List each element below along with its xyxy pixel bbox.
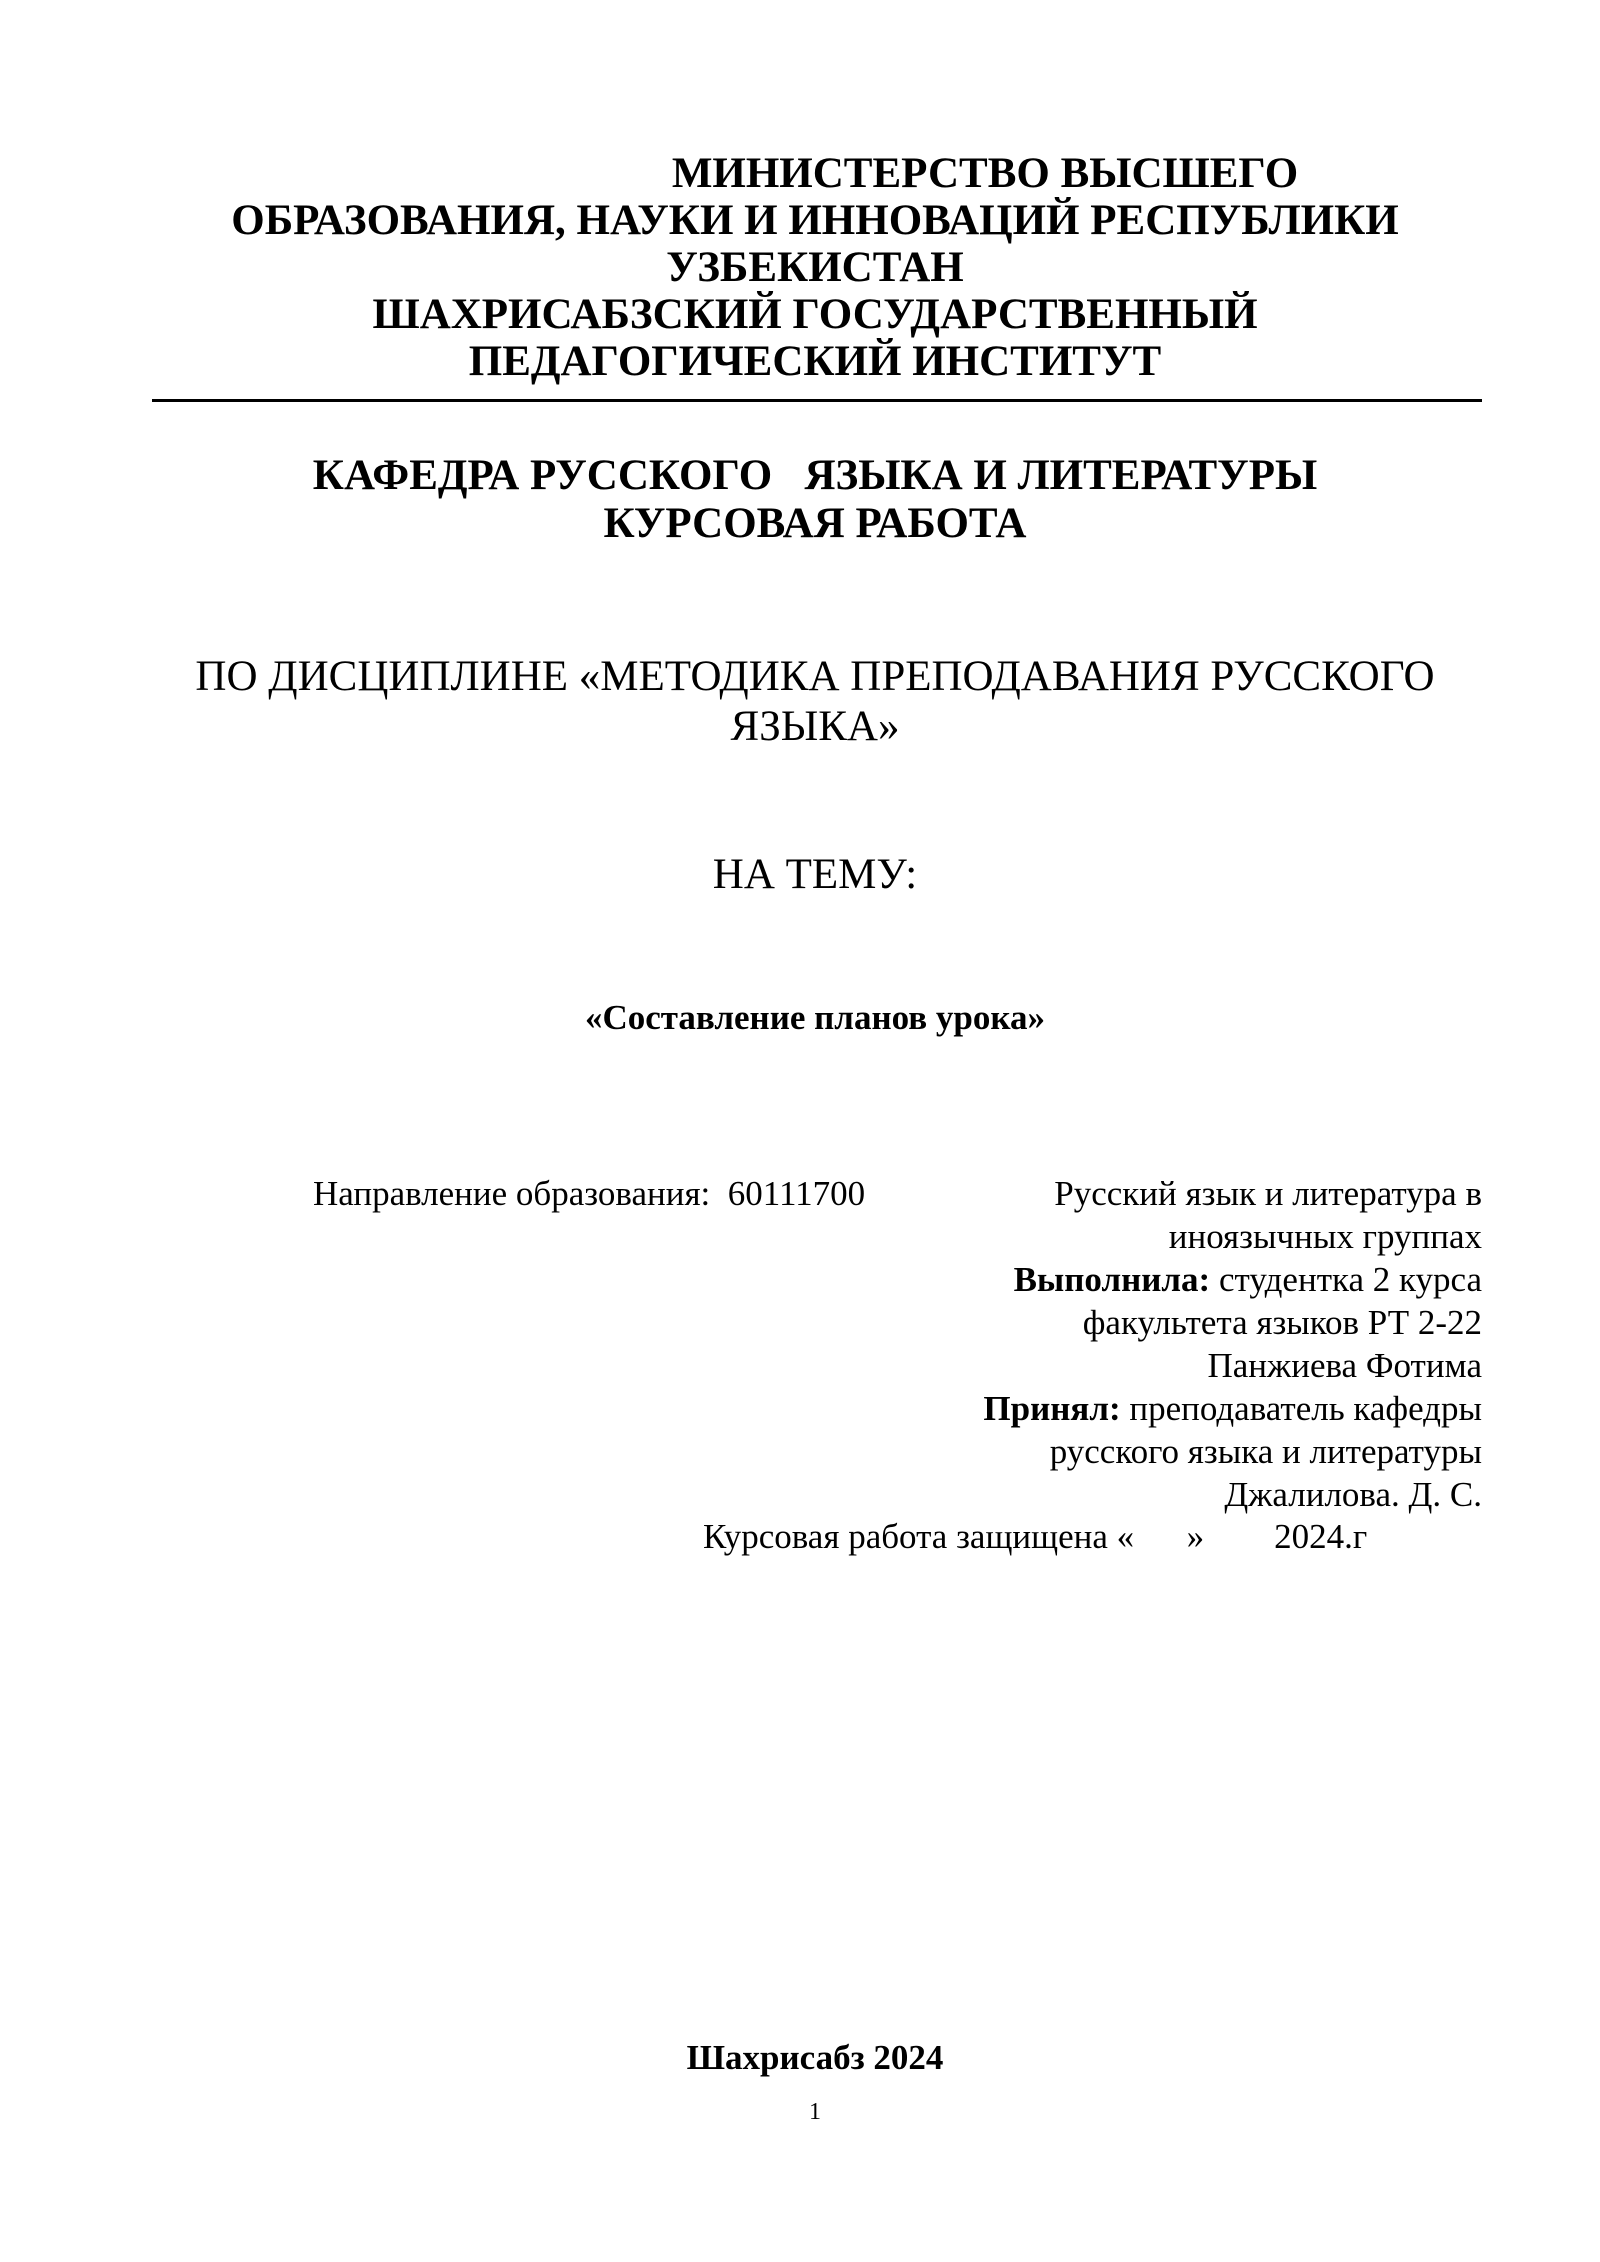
ministry-line-3: УЗБЕКИСТАН xyxy=(666,244,964,291)
institute-line-1: ШАХРИСАБЗСКИЙ ГОСУДАРСТВЕННЫЙ xyxy=(372,291,1258,338)
education-direction: Направление образования: 60111700 xyxy=(313,1174,866,1213)
author-info-block xyxy=(922,1172,1482,1516)
teacher-name: Джалилова. Д. С. xyxy=(1224,1475,1482,1514)
accepted-value: преподаватель кафедры xyxy=(1120,1389,1482,1428)
header-divider xyxy=(152,399,1482,402)
program-line-2: иноязычных группах xyxy=(1168,1217,1482,1256)
page-number: 1 xyxy=(809,2099,821,2125)
city-year: Шахрисабз 2024 xyxy=(686,2038,944,2077)
work-type: КУРСОВАЯ РАБОТА xyxy=(603,500,1027,547)
ministry-line-2: ОБРАЗОВАНИЯ, НАУКИ И ИННОВАЦИЙ РЕСПУБЛИКИ xyxy=(231,197,1399,244)
accepted-by xyxy=(922,1387,1482,1430)
department-block xyxy=(150,452,1480,548)
student-name: Панжиева Фотима xyxy=(1207,1346,1482,1385)
discipline-block xyxy=(150,652,1480,752)
ministry-line-1: МИНИСТЕРСТВО ВЫСШЕГО xyxy=(671,150,1299,197)
performed-by xyxy=(922,1258,1482,1301)
program-line-1: Русский язык и литература в xyxy=(1054,1174,1482,1213)
accepted-label: Принял: xyxy=(983,1389,1121,1428)
topic-title: «Составление планов урока» xyxy=(584,998,1045,1037)
department-name: КАФЕДРА РУССКОГО ЯЗЫКА И ЛИТЕРАТУРЫ xyxy=(312,452,1318,499)
defense-date-line: Курсовая работа защищена « » 2024.г xyxy=(703,1517,1368,1556)
performed-value: студентка 2 курса xyxy=(1210,1260,1482,1299)
discipline-line-2: ЯЗЫКА» xyxy=(730,703,900,750)
performed-label: Выполнила: xyxy=(1013,1260,1211,1299)
institution-header xyxy=(150,150,1480,385)
discipline-line-1: ПО ДИСЦИПЛИНЕ «МЕТОДИКА ПРЕПОДАВАНИЯ РУССКОГО xyxy=(195,653,1435,700)
faculty-line: факультета языков РТ 2-22 xyxy=(1082,1303,1482,1342)
topic-label: НА ТЕМУ: xyxy=(712,851,918,898)
institute-line-2: ПЕДАГОГИЧЕСКИЙ ИНСТИТУТ xyxy=(468,338,1162,385)
chair-line: русского языка и литературы xyxy=(1049,1432,1482,1471)
